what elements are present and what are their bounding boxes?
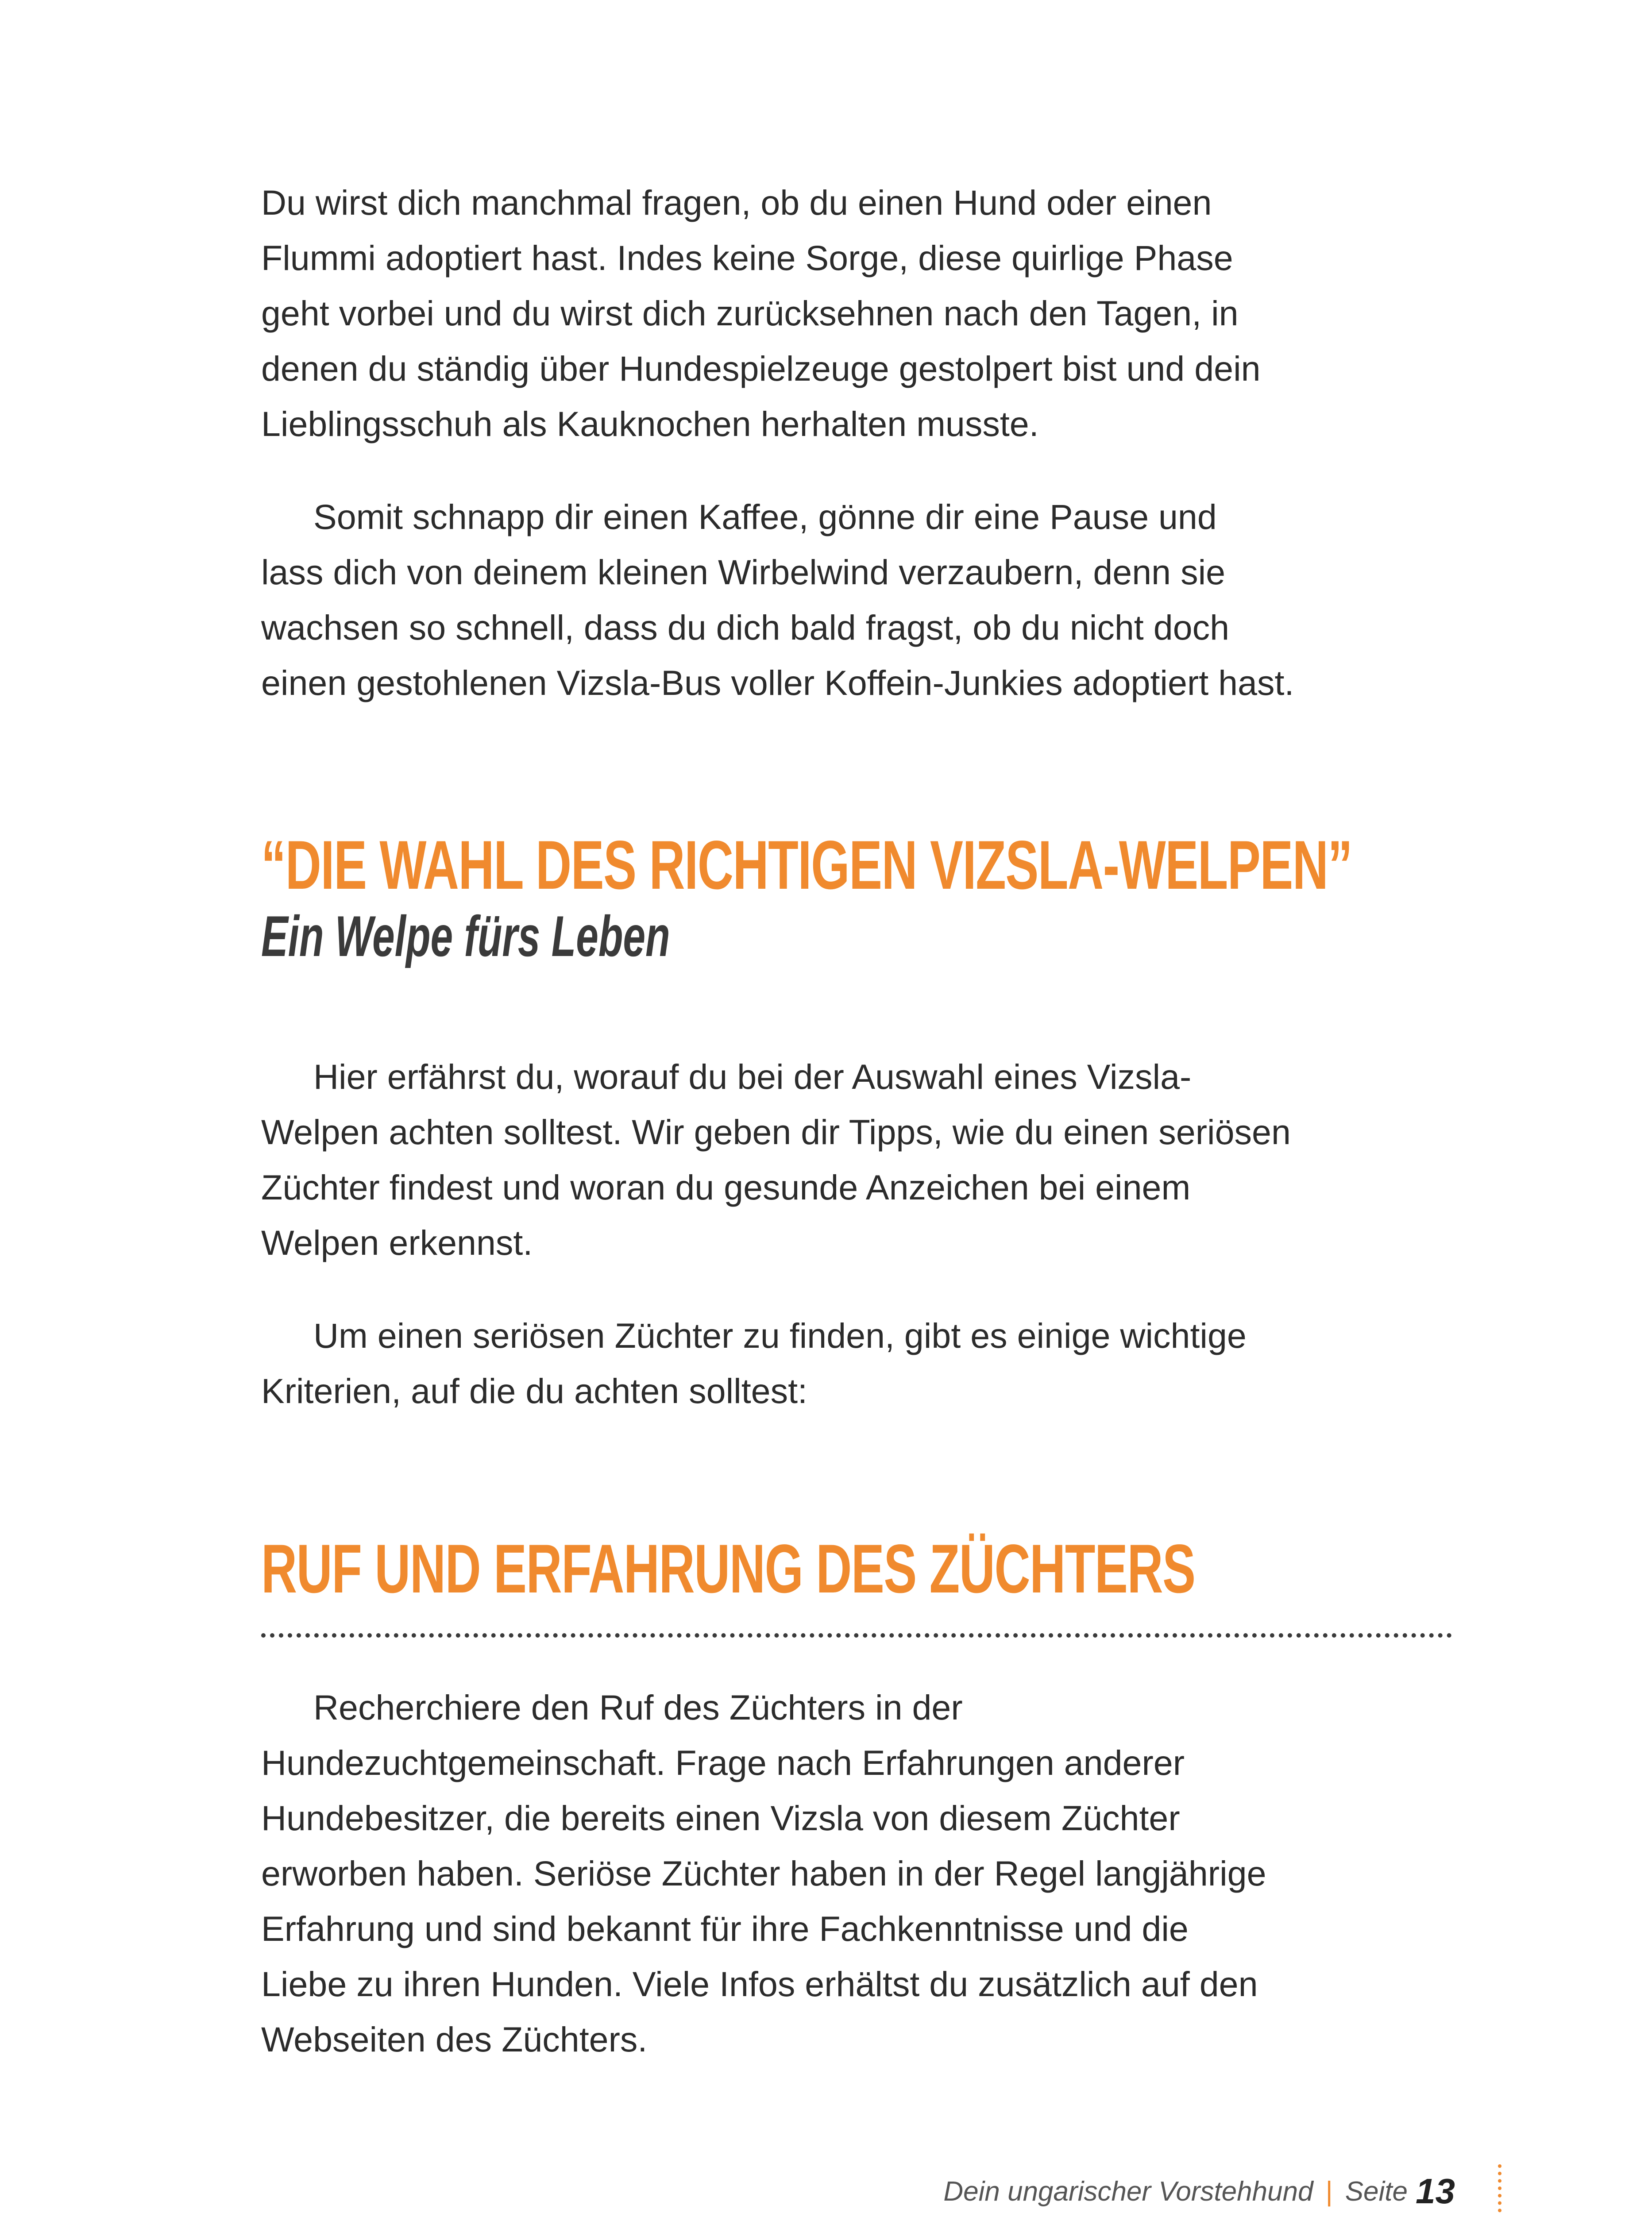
dotted-divider (261, 1633, 1452, 1638)
page-content (261, 175, 1456, 2067)
section-heading: “DIE WAHL DES RICHTIGEN VIZSLA-WELPEN” (261, 827, 1352, 904)
body-paragraph-5: Recherchiere den Ruf des Züchters in der Hundezuchtgemeinschaft. Frage nach Erfahrungen anderer Hundebesitzer, die bereits einen Vizsla von diesem Züchter erworben haben. Seriöse Züchter haben in der Regel langjährige Erfahrung und sind bekannt für ihre Fachkenntnisse und die Liebe zu ihren Hunden. Viele Infos erhältst du zusätzlich auf den Webseiten des Züchters. (261, 1688, 1266, 2059)
footer-page-number: 13 (1416, 2171, 1455, 2211)
page-footer (943, 2171, 1455, 2212)
body-paragraph-2: Somit schnapp dir einen Kaffee, gönne dir eine Pause und lass dich von deinem kleinen Wirbelwind verzaubern, denn sie wachsen so schnell, dass du dich bald fragst, ob du nicht doch einen gestohlenen Vizsla-Bus voller Koffein-Junkies adoptiert hast. (261, 497, 1294, 702)
body-paragraph-1: Du wirst dich manchmal fragen, ob du einen Hund oder einen Flummi adoptiert hast. Indes keine Sorge, diese quirlige Phase geht vorbei und du wirst dich zurücksehnen nach den Tagen, in denen du ständig über Hundespielzeuge gestolpert bist und dein Lieblingsschuh als Kauknochen herhalten musste. (261, 183, 1261, 443)
section-subheading: Ein Welpe fürs Leben (261, 904, 670, 968)
footer-separator: | (1325, 2176, 1333, 2207)
body-paragraph-3: Hier erfährst du, worauf du bei der Auswahl eines Vizsla- Welpen achten solltest. Wir geben dir Tipps, wie du einen seriösen Züchter findest und woran du gesunde Anzeichen bei einem Welpen erkennst. (261, 1057, 1291, 1262)
footer-book-title: Dein ungarischer Vorstehhund (943, 2176, 1313, 2207)
footer-page-label: Seite (1345, 2176, 1408, 2207)
subsection-heading: RUF UND ERFAHRUNG DES ZÜCHTERS (261, 1531, 1195, 1608)
footer-dotted-marker (1498, 2164, 1501, 2213)
body-paragraph-4: Um einen seriösen Züchter zu finden, gibt es einige wichtige Kriterien, auf die du achten solltest: (261, 1316, 1247, 1411)
